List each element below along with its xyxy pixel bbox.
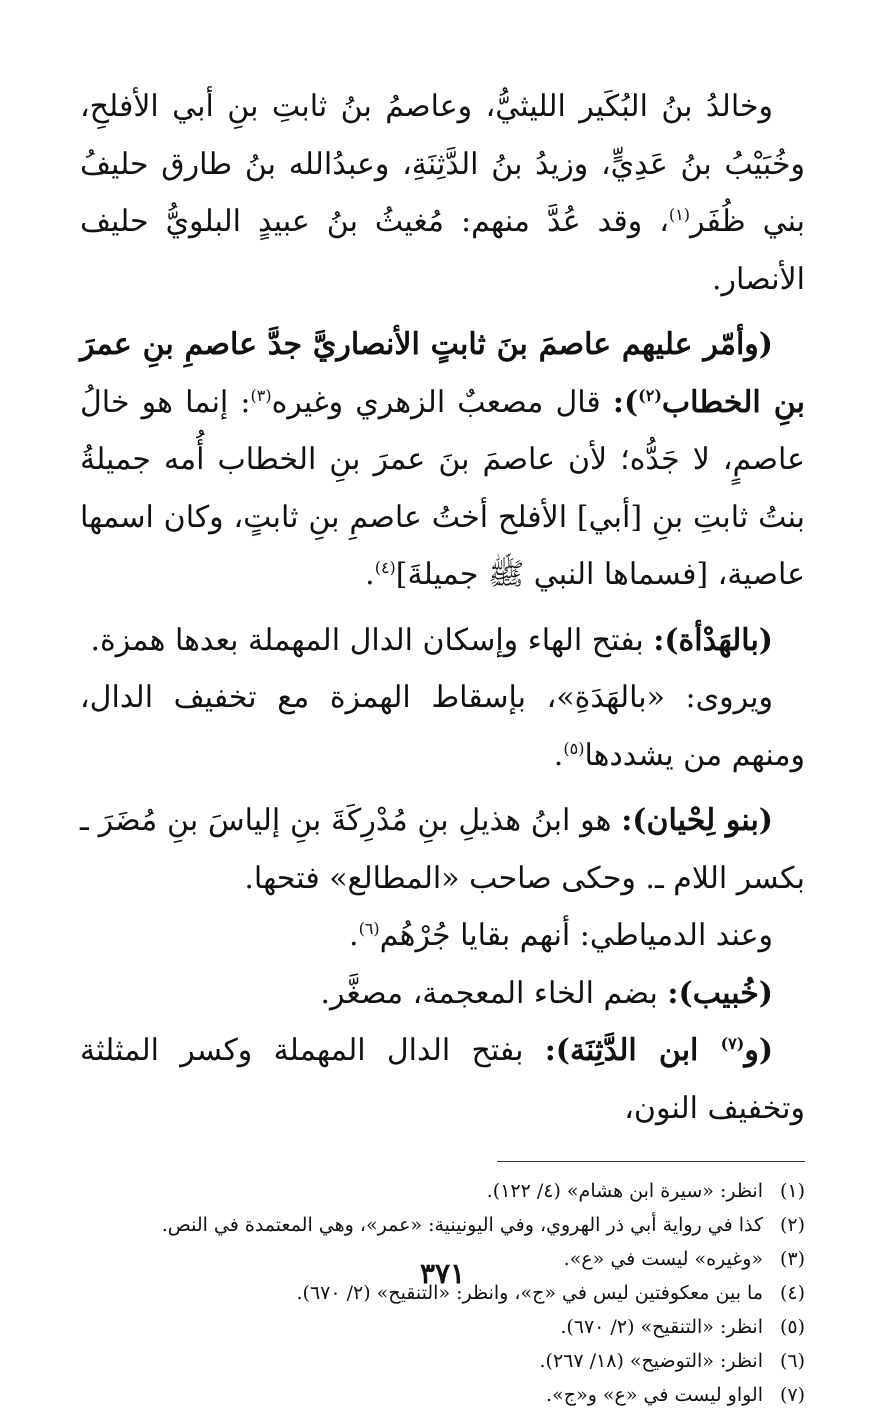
paragraph-text: . bbox=[365, 557, 375, 592]
paragraph-dathina bbox=[80, 1022, 805, 1137]
paragraph-text: : إنما هو خالُ عاصمٍ، لا جَدُّه؛ لأن عاصمَ بنَ عمرَ بنِ الخطاب أُمه جميلةُ بنتُ ثابتِ بنِ [أبي] الأفلح أختُ عاصمِ بنِ ثابتٍ، وكان اسمها عاصية، [فسماها النبي ﷺ جميلةَ] bbox=[80, 384, 805, 592]
paragraph-text: وخالدُ بنُ البُكَير الليثيُّ، وعاصمُ بنُ ثابتِ بنِ أبي الأفلحِ، وخُبَيْبُ بنُ عَدِيٍّ، وزيدُ بنُ الدَّثِنَةِ، وعبدُالله بنُ طارق حليفُ بني ظُفَر bbox=[80, 89, 805, 239]
paragraph-khubayb bbox=[80, 965, 805, 1023]
footnote-ref-7[interactable]: (٧) bbox=[720, 1034, 745, 1053]
footnote-text: «وغيره» ليست في «ع». bbox=[563, 1248, 763, 1270]
footnote-number: (٤) bbox=[779, 1282, 805, 1304]
main-text bbox=[80, 78, 805, 1137]
paragraph-hadah bbox=[80, 612, 805, 670]
footnote-number: (١) bbox=[779, 1180, 805, 1202]
paragraph-text: بضم الخاء المعجمة، مصغَّر. bbox=[320, 975, 668, 1011]
footnote-number: (٣) bbox=[779, 1248, 805, 1270]
page-number: ٣٧١ bbox=[419, 1257, 466, 1290]
paragraph-hadah-variant bbox=[80, 669, 805, 784]
paragraph-text: هو ابنُ هذيلِ بنِ مُدْرِكَةَ بنِ إلياسَ بنِ مُضَرَ ـ بكسر اللام ـ. وحكى صاحب «المطالع» فتحها. bbox=[80, 803, 805, 896]
footnote-text: ما بين معكوفتين ليس في «ج»، وانظر: «التنقيح» (٢/ ٦٧٠). bbox=[296, 1282, 763, 1304]
entry-heading bbox=[545, 1033, 773, 1068]
paragraph-text: قال مصعبٌ الزهري وغيره bbox=[271, 384, 613, 420]
footnote-ref-5[interactable]: (٥) bbox=[563, 738, 585, 758]
footnote-text: انظر: «التوضيح» (١٨/ ٢٦٧). bbox=[539, 1350, 763, 1372]
footnote-ref-6[interactable]: (٦) bbox=[358, 919, 380, 938]
paragraph-text: بفتح الدال المهملة وكسر المثلثة وتخفيف النون، bbox=[80, 1033, 805, 1126]
footnote-text: كذا في رواية أبي ذر الهروي، وفي اليونينية: «عمر»، وهي المعتمدة في النص. bbox=[161, 1214, 763, 1236]
footnote-item bbox=[80, 1344, 805, 1378]
footnote-text: انظر: «سيرة ابن هشام» (٤/ ١٢٢). bbox=[486, 1180, 763, 1202]
paragraph-text: ويروى: «بالهَدَةِ»، بإسقاط الهمزة مع تخفيف الدال، ومنهم من يشددها bbox=[80, 680, 805, 773]
footnotes bbox=[80, 1174, 805, 1412]
paragraph-companions bbox=[80, 78, 805, 308]
footnote-ref-2[interactable]: (٢) bbox=[638, 385, 662, 405]
footnote-number: (٥) bbox=[779, 1316, 805, 1338]
footnote-number: (٦) bbox=[779, 1350, 805, 1372]
footnote-item bbox=[80, 1378, 805, 1412]
footnote-text: انظر: «التنقيح» (٢/ ٦٧٠). bbox=[560, 1316, 763, 1338]
paragraph-dimyati bbox=[80, 907, 805, 965]
footnote-ref-4[interactable]: (٤) bbox=[374, 558, 396, 577]
footnote-divider bbox=[497, 1161, 805, 1162]
paragraph-text: . bbox=[349, 918, 359, 953]
entry-heading: (خُبيب): bbox=[667, 975, 773, 1011]
footnote-item bbox=[80, 1310, 805, 1344]
paragraph-text: وعند الدمياطي: أنهم بقايا جُرْهُم bbox=[379, 918, 773, 953]
paragraph-text: ، وقد عُدَّ منهم: مُغيثُ بنُ عبيدٍ البلويُّ حليف الأنصار. bbox=[80, 204, 805, 297]
entry-heading-close: ): bbox=[612, 384, 639, 420]
entry-heading: (بالهَدْأة): bbox=[653, 622, 773, 658]
footnote-number: (٢) bbox=[779, 1214, 805, 1236]
footnote-item bbox=[80, 1174, 805, 1208]
footnote-number: (٧) bbox=[779, 1384, 805, 1406]
entry-heading: (بنو لِحْيان): bbox=[621, 803, 773, 838]
paragraph-text: بفتح الهاء وإسكان الدال المهملة بعدها همزة. bbox=[90, 622, 654, 658]
entry-heading-text: (و bbox=[744, 1033, 774, 1068]
footnote-item bbox=[80, 1208, 805, 1242]
footnote-ref-1[interactable]: (١) bbox=[668, 205, 690, 224]
paragraph-text: . bbox=[553, 737, 564, 773]
paragraph-commander bbox=[80, 316, 805, 604]
footnote-text: الواو ليست في «ع» و«ج». bbox=[546, 1384, 763, 1406]
footnote-ref-3[interactable]: (٣) bbox=[250, 385, 272, 405]
entry-heading-text: (وأمّر عليهم عاصمَ بنَ ثابتٍ الأنصاريَّ جدَّ عاصمِ بنِ عمرَ بنِ الخطاب bbox=[80, 327, 805, 420]
entry-heading-text: ابن الدَّثِنَة): bbox=[544, 1033, 721, 1068]
paragraph-lihyan bbox=[80, 792, 805, 907]
